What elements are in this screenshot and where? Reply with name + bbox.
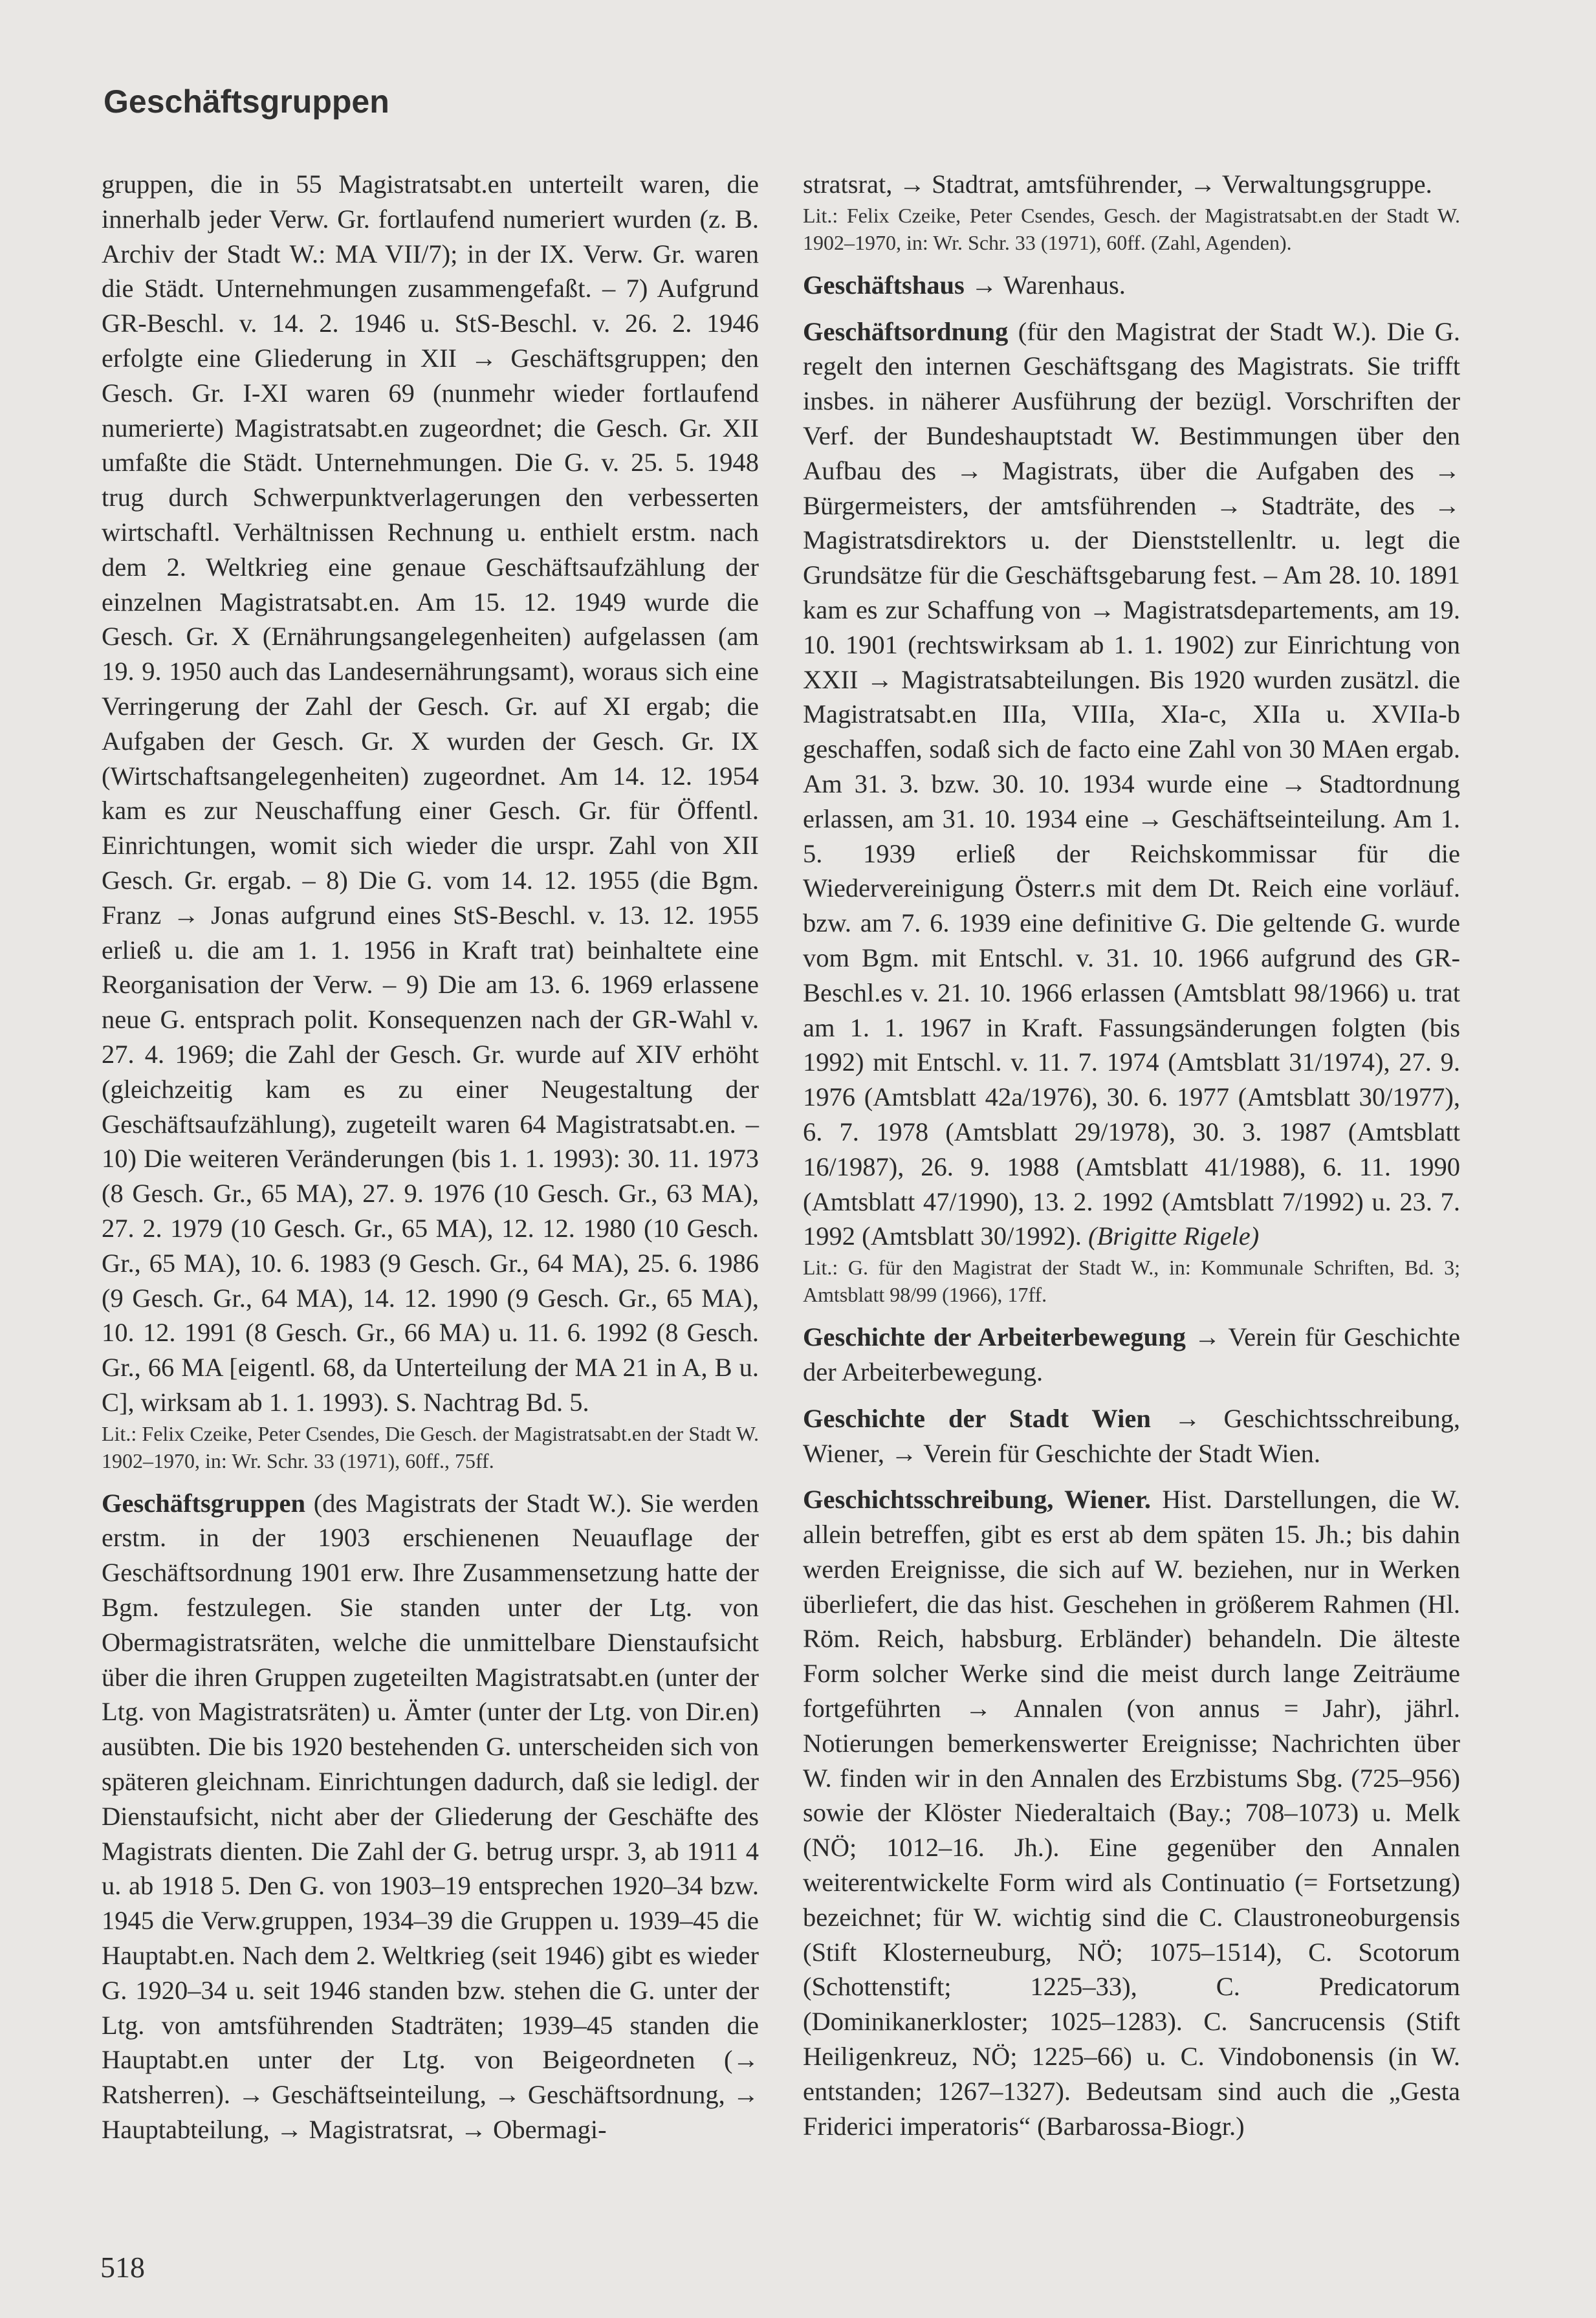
entry-text: → Geschichtsschreibung, Wiener, → Verein für Geschichte der Stadt Wien. bbox=[803, 1403, 1461, 1468]
entry-geschaeftsgruppen bbox=[102, 1486, 759, 2147]
entry-text: (für den Magistrat der Stadt W.). Die G. regelt den internen Geschäftsgang des Magistrats. Sie trifft insbes. in näherer Ausführung der bezügl. Vorschriften der Verf. der Bundeshauptstadt W. Bestimmungen über den Aufbau des → Magistrats, über die Aufgaben des → Bürgermeisters, der amtsführenden → Stadträte, des → Magistratsdirektors u. der Dienststellenltr. u. legt die Grundsätze für die Geschäftsgebarung fest. – Am 28. 10. 1891 kam es zur Schaffung von → Magistratsdepartements, am 19. 10. 1901 (rechtswirksam ab 1. 1. 1902) zur Einrichtung von XXII → Magistratsabteilungen. Bis 1920 wurden zusätzl. die Magistratsabt.en IIIa, VIIIa, XIa-c, XIIa u. XVIIa-b geschaffen, sodaß sich de facto eine Zahl von 30 MAen ergab. Am 31. 3. bzw. 30. 10. 1934 wurde eine → Stadtordnung erlassen, am 31. 10. 1934 eine → Geschäftseinteilung. Am 1. 5. 1939 erließ der Reichskommissar für die Wiedervereinigung Österr.s mit dem Dt. Reich eine vorläuf. bzw. am 7. 6. 1939 eine definitive G. Die geltende G. wurde vom Bgm. mit Entschl. v. 31. 10. 1966 aufgrund des GR-Beschl.es v. 21. 10. 1966 erlassen (Amtsblatt 98/1966) u. trat am 1. 1. 1967 in Kraft. Fassungsänderungen folgten (bis 1992) mit Entschl. v. 11. 7. 1974 (Amtsblatt 31/1974), 27. 9. 1976 (Amtsblatt 42a/1976), 30. 6. 1977 (Amtsblatt 30/1977), 6. 7. 1978 (Amtsblatt 29/1978), 30. 3. 1987 (Amtsblatt 16/1987), 26. 9. 1988 (Amtsblatt 41/1988), 6. 11. 1990 (Amtsblatt 47/1990), 13. 2. 1992 (Amtsblatt 7/1992) u. 23. 7. 1992 (Amtsblatt 30/1992). bbox=[803, 316, 1461, 1251]
right-column bbox=[803, 167, 1460, 2143]
page-number: 518 bbox=[100, 2251, 145, 2284]
entry-geschaeftsordnung bbox=[803, 314, 1460, 1254]
entry-continuation-text: stratsrat, → Stadtrat, amtsführender, → Verwaltungsgruppe. bbox=[803, 169, 1432, 199]
entry-geschichtsschreibung bbox=[803, 1482, 1460, 2143]
entry-text: → Warenhaus. bbox=[970, 270, 1126, 300]
entry-headword: Geschichtsschreibung, Wiener. bbox=[803, 1485, 1151, 1514]
entry-text: → Verein für Geschichte der Arbeiterbewegung. bbox=[803, 1322, 1461, 1386]
entry-continuation-text: gruppen, die in 55 Magistratsabt.en unterteilt waren, die innerhalb jeder Verw. Gr. fortlaufend numeriert wurden (z. B. Archiv der Stadt W.: MA VII/7); in der IX. Verw. Gr. waren die Städt. Unternehmungen zusammengefaßt. – 7) Aufgrund GR-Beschl. v. 14. 2. 1946 u. StS-Beschl. v. 26. 2. 1946 erfolgte eine Gliederung in XII → Geschäftsgruppen; den Gesch. Gr. I-XI waren 69 (nunmehr wieder fortlaufend numerierte) Magistratsabt.en zugeordnet; die Gesch. Gr. XII umfaßte die Städt. Unternehmungen. Die G. v. 25. 5. 1948 trug durch Schwerpunktverlagerungen den verbesserten wirtschaftl. Verhältnissen Rechnung u. enthielt erstm. nach dem 2. Weltkrieg eine genaue Geschäftsaufzählung der einzelnen Magistratsabt.en. Am 15. 12. 1949 wurde die Gesch. Gr. X (Ernährungsangelegenheiten) aufgelassen (am 19. 9. 1950 auch das Landesernährungsamt), woraus sich eine Verringerung der Zahl der Gesch. Gr. auf XI ergab; die Aufgaben der Gesch. Gr. X wurden der Gesch. Gr. IX (Wirtschaftsangelegenheiten) zugeordnet. Am 14. 12. 1954 kam es zur Neuschaffung einer Gesch. Gr. für Öffentl. Einrichtungen, womit sich wieder die urspr. Zahl von XII Gesch. Gr. ergab. – 8) Die G. vom 14. 12. 1955 (die Bgm. Franz → Jonas aufgrund eines StS-Beschl. v. 13. 12. 1955 erließ u. die am 1. 1. 1956 in Kraft trat) beinhaltete eine Reorganisation der Verw. – 9) Die am 13. 6. 1969 erlassene neue G. entsprach polit. Konsequenzen nach der GR-Wahl v. 27. 4. 1969; die Zahl der Gesch. Gr. wurde auf XIV erhöht (gleichzeitig kam es zu einer Neugestaltung der Geschäftsaufzählung), zugeteilt waren 64 Magistratsabt.en. – 10) Die weiteren Veränderungen (bis 1. 1. 1993): 30. 11. 1973 (8 Gesch. Gr., 65 MA), 27. 9. 1976 (10 Gesch. Gr., 63 MA), 27. 2. 1979 (10 Gesch. Gr., 65 MA), 12. 12. 1980 (10 Gesch. Gr., 65 MA), 10. 6. 1983 (9 Gesch. Gr., 64 MA), 25. 6. 1986 (9 Gesch. Gr., 64 MA), 14. 12. 1990 (9 Gesch. Gr., 65 MA), 10. 12. 1991 (8 Gesch. Gr., 66 MA) u. 11. 6. 1992 (8 Gesch. Gr., 66 MA [eigentl. 68, da Unterteilung der MA 21 in A, B u. C], wirksam ab 1. 1. 1993). S. Nachtrag Bd. 5. bbox=[102, 169, 759, 1417]
entry-headword: Geschäftshaus bbox=[803, 270, 965, 300]
entry-headword: Geschäftsordnung bbox=[803, 316, 1009, 346]
entry-headword: Geschichte der Arbeiterbewegung bbox=[803, 1322, 1186, 1352]
entry-geschichte-stadt-wien bbox=[803, 1401, 1460, 1471]
entry-text: (des Magistrats der Stadt W.). Sie werden erstm. in der 1903 erschienenen Neuauflage der Geschäftsordnung 1901 erw. Ihre Zusammensetzung hatte der Bgm. festzulegen. Sie standen unter der Ltg. von Obermagistratsräten, welche die unmittelbare Dienstaufsicht über die ihren Gruppen zugeteilten Magistratsabt.en (unter der Ltg. von Magistratsräten) u. Ämter (unter der Ltg. von Dir.en) ausübten. Die bis 1920 bestehenden G. unterscheiden sich von späteren gleichnam. Einrichtungen dadurch, daß sie ledigl. der Dienstaufsicht, nicht aber der Gliederung der Geschäfte des Magistrats dienten. Die Zahl der G. betrug urspr. 3, ab 1911 4 u. ab 1918 5. Den G. von 1903–19 entsprechen 1920–34 bzw. 1945 die Verw.gruppen, 1934–39 die Gruppen u. 1939–45 die Hauptabt.en. Nach dem 2. Weltkrieg (seit 1946) gibt es wieder G. 1920–34 u. seit 1946 standen bzw. stehen die G. unter der Ltg. von amtsführenden Stadträten; 1939–45 standen die Hauptabt.en unter der Ltg. von Beigeordneten (→ Ratsherren). → Geschäftseinteilung, → Geschäftsordnung, → Hauptabteilung, → Magistratsrat, → Obermagi- bbox=[102, 1488, 760, 2145]
literature-note: Lit.: Felix Czeike, Peter Csendes, Gesch. der Magistratsabt.en der Stadt W. 1902–1970, in: Wr. Schr. 33 (1971), 60ff. (Zahl, Agenden). bbox=[803, 203, 1460, 254]
left-column bbox=[102, 167, 759, 2147]
literature-note: Lit.: Felix Czeike, Peter Csendes, Die Gesch. der Magistratsabt.en der Stadt W. 1902–1970, in: Wr. Schr. 33 (1971), 60ff., 75ff. bbox=[102, 1421, 759, 1472]
entry-text: Hist. Darstellungen, die W. allein betreffen, gibt es erst ab dem späten 15. Jh.; bis dahin werden Ereignisse, die sich auf W. beziehen, nur in Werken überliefert, die das hist. Geschehen in größerem Rahmen (Hl. Röm. Reich, habsburg. Erbländer) behandeln. Die älteste Form solcher Werke sind die meist durch lange Zeiträume fortgeführten → Annalen (von annus = Jahr), jährl. Notierungen bemerkenswerter Ereignisse; Nachrichten über W. finden wir in den Annalen des Erzbistums Sbg. (725–956) sowie der Klöster Niederaltaich (Bay.; 708–1073) u. Melk (NÖ; 1012–16. Jh.). Eine gegenüber den Annalen weiterentwickelte Form wird als Continuatio (= Fortsetzung) bezeichnet; für W. wichtig sind die C. Claustroneoburgensis (Stift Klosterneuburg, NÖ; 1075–1514), C. Scotorum (Schottenstift; 1225–33), C. Predicatorum (Dominikanerkloster; 1025–1283). C. Sancrucensis (Stift Heiligenkreuz, NÖ; 1225–66) u. C. Vindobonensis (in W. entstanden; 1267–1327). Bedeutsam sind auch die „Gesta Friderici imperatoris“ (Barbarossa-Biogr.) bbox=[803, 1485, 1461, 2141]
entry-geschaeftshaus bbox=[803, 268, 1460, 303]
entry-geschichte-arbeiterbewegung bbox=[803, 1320, 1460, 1390]
author-signature: (Brigitte Rigele) bbox=[1088, 1221, 1260, 1251]
running-title: Geschäftsgruppen bbox=[104, 83, 389, 120]
literature-note: Lit.: G. für den Magistrat der Stadt W., in: Kommunale Schriften, Bd. 3; Amtsblatt 98/99 (1966), 17ff. bbox=[803, 1256, 1460, 1307]
entry-headword: Geschichte der Stadt Wien bbox=[803, 1403, 1151, 1433]
entry-headword: Geschäftsgruppen bbox=[102, 1488, 306, 1518]
